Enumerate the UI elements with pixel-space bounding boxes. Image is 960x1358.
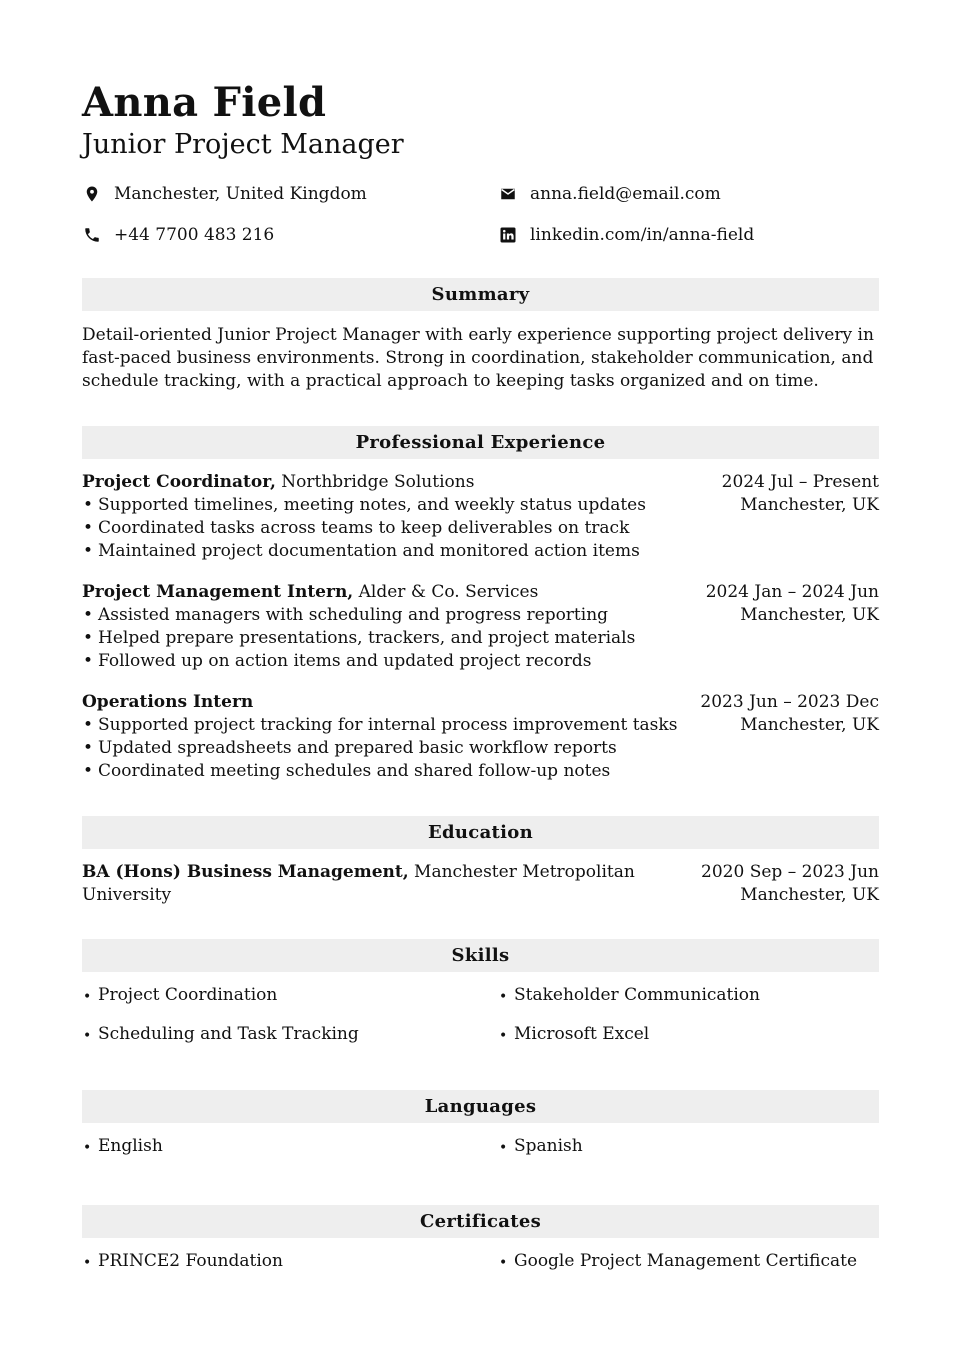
- education-dates: 2020 Sep – 2023 Jun: [701, 862, 879, 882]
- contact-location: [82, 182, 367, 206]
- job-title-line: [82, 581, 682, 604]
- job-bullets: [82, 604, 682, 673]
- list-item: • Stakeholder Communication: [498, 984, 760, 1007]
- contact-block: [82, 182, 879, 256]
- section-heading-certificates: Certificates: [82, 1205, 879, 1238]
- education-degree: BA (Hons) Business Management,: [82, 862, 409, 882]
- list-item: • Supported timelines, meeting notes, and weekly status updates: [82, 494, 682, 517]
- certificates-list: [82, 1250, 879, 1286]
- job-title-line: [82, 691, 682, 714]
- job-title: Project Coordinator,: [82, 472, 276, 492]
- envelope-icon: [498, 184, 518, 204]
- candidate-name: Anna Field: [82, 79, 327, 126]
- list-item: • Google Project Management Certificate: [498, 1250, 857, 1273]
- list-item: • Maintained project documentation and monitored action items: [82, 540, 682, 563]
- list-item: • Helped prepare presentations, trackers, and project materials: [82, 627, 682, 650]
- list-item: • Followed up on action items and updated project records: [82, 650, 682, 673]
- list-item: • PRINCE2 Foundation: [82, 1250, 283, 1273]
- contact-linkedin[interactable]: [498, 223, 754, 247]
- job-location: Manchester, UK: [740, 715, 879, 735]
- experience-entry: [82, 581, 879, 673]
- job-bullets: [82, 494, 682, 563]
- job-dates: 2023 Jun – 2023 Dec: [700, 692, 879, 712]
- section-heading-education: Education: [82, 816, 879, 849]
- education-location: Manchester, UK: [740, 885, 879, 905]
- education-entry: [82, 861, 879, 907]
- list-item: • Scheduling and Task Tracking: [82, 1023, 359, 1046]
- candidate-role: Junior Project Manager: [82, 129, 404, 160]
- location-pin-icon: [82, 184, 102, 204]
- section-heading-skills: Skills: [82, 939, 879, 972]
- list-item: • Coordinated tasks across teams to keep deliverables on track: [82, 517, 682, 540]
- experience-entry: [82, 691, 879, 783]
- email-link[interactable]: anna.field@email.com: [530, 184, 721, 204]
- list-item: • Microsoft Excel: [498, 1023, 649, 1046]
- list-item: • Project Coordination: [82, 984, 277, 1007]
- section-heading-summary: Summary: [82, 278, 879, 311]
- location-text: Manchester, United Kingdom: [114, 184, 367, 204]
- job-company: Alder & Co. Services: [353, 582, 539, 602]
- job-bullets: [82, 714, 682, 783]
- job-title: Operations Intern: [82, 692, 254, 712]
- list-item: • Spanish: [498, 1135, 583, 1158]
- list-item: • Updated spreadsheets and prepared basic workflow reports: [82, 737, 682, 760]
- section-heading-languages: Languages: [82, 1090, 879, 1123]
- list-item: • Coordinated meeting schedules and shared follow-up notes: [82, 760, 682, 783]
- experience-entry: [82, 471, 879, 563]
- section-heading-experience: Professional Experience: [82, 426, 879, 459]
- list-item: • Assisted managers with scheduling and progress reporting: [82, 604, 682, 627]
- job-dates: 2024 Jul – Present: [721, 472, 879, 492]
- linkedin-icon: [498, 225, 518, 245]
- job-dates: 2024 Jan – 2024 Jun: [705, 582, 879, 602]
- job-title: Project Management Intern,: [82, 582, 354, 602]
- phone-icon: [82, 225, 102, 245]
- resume-page: [82, 80, 879, 1286]
- languages-list: [82, 1135, 879, 1171]
- education-school: Manchester Metropolitan University: [82, 862, 635, 905]
- job-title-line: [82, 471, 682, 494]
- job-location: Manchester, UK: [740, 495, 879, 515]
- linkedin-link[interactable]: linkedin.com/in/anna-field: [530, 225, 755, 245]
- phone-text: +44 7700 483 216: [114, 225, 275, 245]
- education-title-line: [82, 861, 702, 907]
- list-item: • English: [82, 1135, 163, 1158]
- list-item: • Supported project tracking for internal process improvement tasks: [82, 714, 682, 737]
- job-company: Northbridge Solutions: [275, 472, 475, 492]
- summary-text: Detail-oriented Junior Project Manager with early experience supporting project delivery in fast-paced business environments. Strong in coordination, stakeholder communication, and schedule tracking, with a practical approach to keeping tasks organized and on time.: [82, 325, 874, 391]
- job-location: Manchester, UK: [740, 605, 879, 625]
- contact-email[interactable]: [498, 182, 721, 206]
- skills-list: [82, 984, 879, 1060]
- contact-phone: [82, 223, 274, 247]
